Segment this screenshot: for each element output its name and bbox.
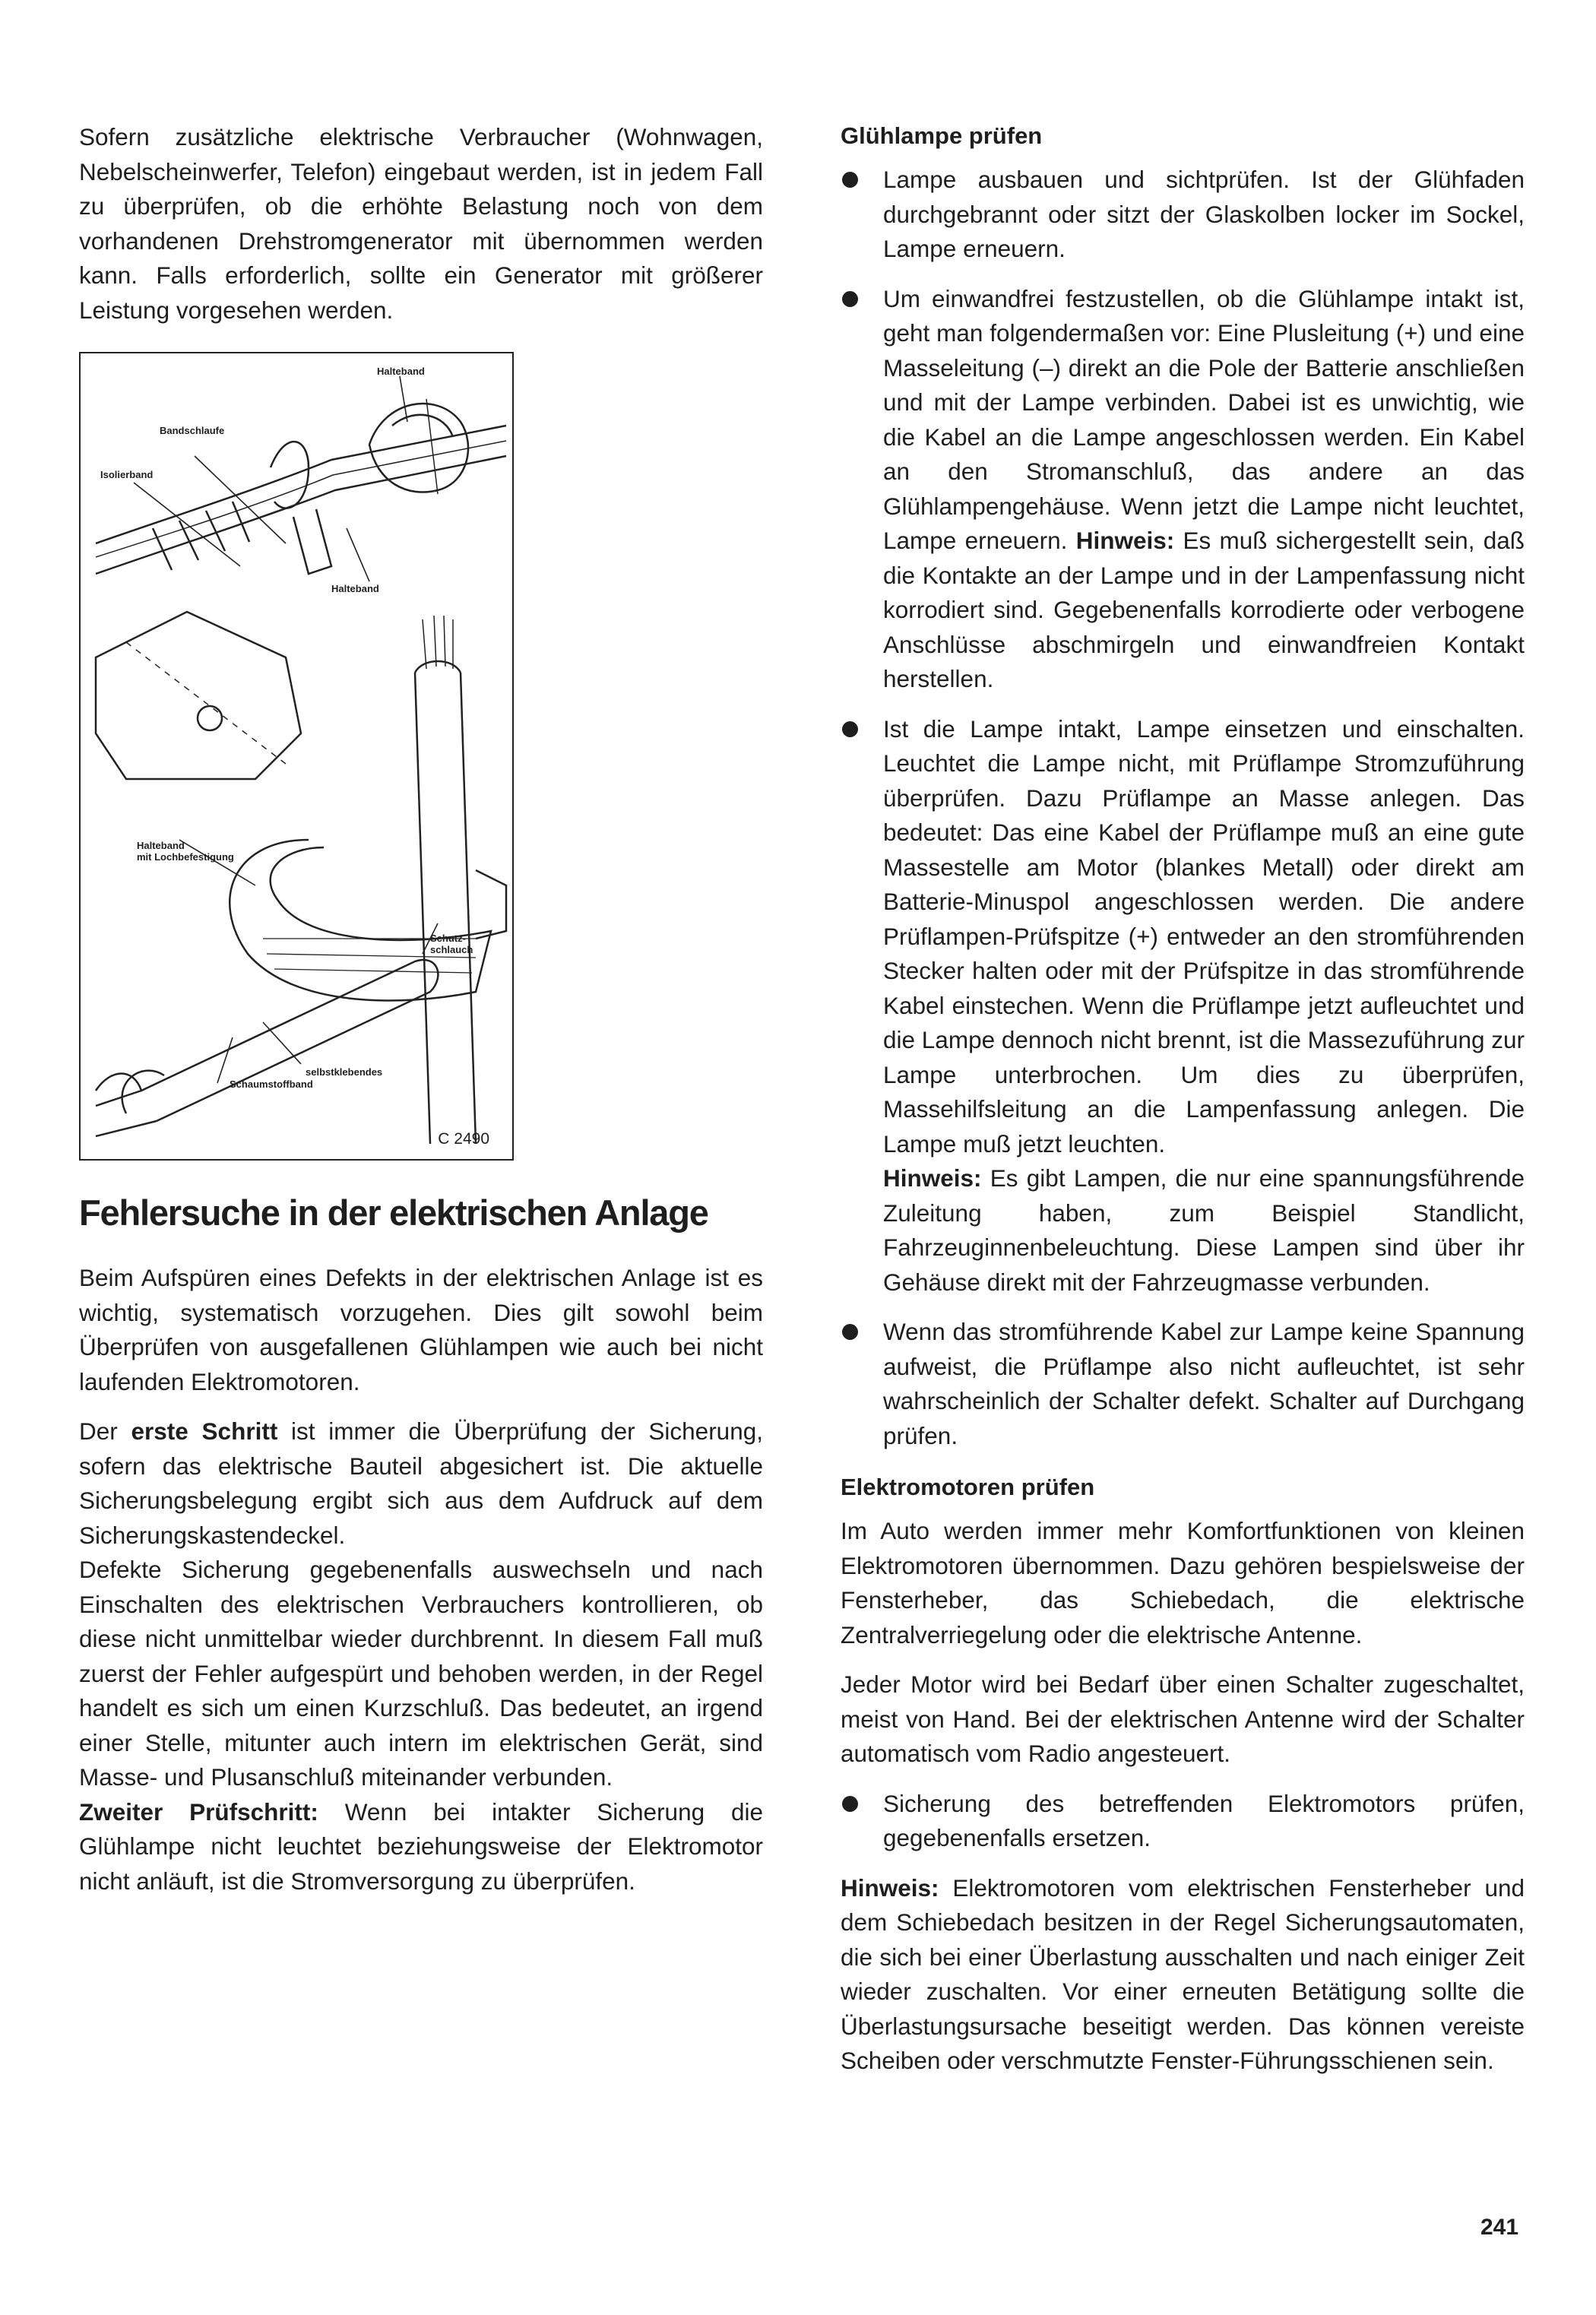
left-column xyxy=(79,120,763,1899)
page-number: 241 xyxy=(1480,2215,1519,2240)
bullet-lamp-check-supply: Ist die Lampe intakt, Lampe einsetzen und einschalten. Leuchtet die Lampe nicht, mit Prüflampe Stromzuführung überprüfen. Dazu Prüflampe an Masse anlegen. Das bedeutet: Das eine Kabel der Prüflampe muß an eine gute Massestelle am Motor (blankes Metall) oder direkt am Batterie-Minuspol angeschlossen werden. Die andere Prüflampen-Prüfspitze (+) entweder an den stromführenden Stecker halten oder mit der Prüfspitze in das stromführende Kabel einstechen. Wenn die Prüflampe jetzt aufleuchtet und die Lampe dennoch nicht brennt, ist die Massezuführung zur Lampe unterbrochen. Um dies zu überprüfen, Massehilfsleitung an die Lampenfassung anlegen. Die Lampe muß jetzt leuchten. Hinweis: Es gibt Lampen, die nur eine spannungsführende Zuleitung haben, zum Beispiel Standlicht, Fahrzeuginnenbeleuchtung. Diese Lampen sind über ihr Gehäuse direkt mit der Fahrzeugmasse verbunden. xyxy=(841,712,1525,1300)
bullet-motor-fuse: Sicherung des betreffenden Elektromotors prüfen, gegebenenfalls ersetzen. xyxy=(841,1787,1525,1856)
label-isolierband: Isolierband xyxy=(100,469,154,480)
heading-gluehlampe: Glühlampe prüfen xyxy=(841,122,1043,149)
right-column xyxy=(841,120,1525,2079)
figure-code: C 2490 xyxy=(438,1130,489,1148)
paragraph-systematic: Beim Aufspüren eines Defekts in der elektrischen Anlage ist es wichtig, systematisch vorzugehen. Dies gilt sowohl beim Überprüfen von ausgefallenen Glühlampen wie auch bei nicht laufenden Elektromotoren. xyxy=(79,1264,763,1395)
wiring-illustration xyxy=(79,352,514,1161)
bullet-switch-defect: Wenn das stromführende Kabel zur Lampe keine Spannung aufweist, die Prüflampe also nicht aufleuchtet, ist sehr wahrscheinlich der Schalter defekt. Schalter auf Durchgang prüfen. xyxy=(841,1315,1525,1453)
bullet-lamp-inspect: Lampe ausbauen und sichtprüfen. Ist der Glühfaden durchgebrannt oder sitzt der Glaskolben locker im Sockel, Lampe erneuern. xyxy=(841,163,1525,267)
label-halteband-top: Halteband xyxy=(377,366,425,377)
label-halteband-lochbefestigung: Halteband mit Lochbefestigung xyxy=(137,840,234,863)
label-selbstklebendes: selbstklebendes xyxy=(306,1066,383,1078)
paragraph-motor-note: Hinweis: Elektromotoren vom elektrischen Fensterheber und dem Schiebedach besitzen in der Regel Sicherungsautomaten, die sich bei einer Überlastung ausschalten und nach einiger Zeit wieder zuschalten. Vor einer erneuten Betätigung sollte die Überlastungsursache beseitigt werden. Das können vereiste Scheiben oder verschmutzte Fenster-Führungsschienen sein. xyxy=(841,1873,1525,2074)
paragraph-fuse-replace: Defekte Sicherung gegebenenfalls auswechseln und nach Einschalten des elektrischen Verbrauchers kontrollieren, ob diese nicht unmittelbar wieder durchbrennt. In diesem Fall muß zuerst der Fehler aufgespürt und behoben werden, in der Regel handelt es sich um einen Kurzschluß. Das bedeutet, an irgend einer Stelle, mitunter auch intern im elektrischen Gerät, sind Masse- und Plusanschluß miteinander verbunden. xyxy=(79,1556,763,1791)
intro-paragraph: Sofern zusätzliche elektrische Verbraucher (Wohnwagen, Nebelscheinwerfer, Telefon) eingebaut werden, ist in jedem Fall zu überprüfen, ob die erhöhte Belastung noch von dem vorhandenen Drehstromgenerator mit übernommen werden kann. Falls erforderlich, sollte ein Generator mit größerer Leistung vorgesehen werden. xyxy=(79,123,763,324)
paragraph-motors-switch: Jeder Motor wird bei Bedarf über einen Schalter zugeschaltet, meist von Hand. Bei der elektrischen Antenne wird der Schalter automatisch vom Radio angesteuert. xyxy=(841,1671,1525,1767)
label-schaumstoffband: Schaumstoffband xyxy=(230,1078,313,1090)
paragraph-second-step: Zweiter Prüfschritt: Wenn bei intakter Sicherung die Glühlampe nicht leuchtet beziehungsweise der Elektromotor nicht anläuft, ist die Stromversorgung zu überprüfen. xyxy=(79,1797,763,1895)
heading-elektromotoren: Elektromotoren prüfen xyxy=(841,1474,1095,1500)
label-halteband-mid: Halteband xyxy=(331,583,379,594)
paragraph-first-step: Der erste Schritt ist immer die Überprüfung der Sicherung, sofern das elektrische Bauteil abgesichert ist. Die aktuelle Sicherungsbelegung ergibt sich aus dem Aufdruck auf dem Sicherungskastendeckel. xyxy=(79,1417,763,1549)
paragraph-motors-intro: Im Auto werden immer mehr Komfortfunktionen von kleinen Elektromotoren übernommen. Dazu gehören bespielsweise der Fensterheber, das Schiebedach, die elektrische Zentralverriegelung oder die elektrische Antenne. xyxy=(841,1517,1525,1648)
section-heading: Fehlersuche in der elektrischen Anlage xyxy=(79,1192,708,1233)
bullet-lamp-test: Um einwandfrei festzustellen, ob die Glühlampe intakt ist, geht man folgendermaßen vor: Eine Plusleitung (+) und eine Masseleitung (–) direkt an die Pole der Batterie anschließen und mit der Lampe verbinden. Dabei ist es unwichtig, wie die Kabel an die Lampe angeschlossen werden. Ein Kabel an den Stromanschluß, das andere an das Glühlampengehäuse. Wenn jetzt die Lampe nicht leuchtet, Lampe erneuern. Hinweis: Es muß sichergestellt sein, daß die Kontakte an der Lampe und in der Lampenfassung nicht korrodiert sind. Gegebenenfalls korrodierte oder verbogene Anschlüsse abschmirgeln und einwandfreien Kontakt herstellen. xyxy=(841,282,1525,697)
label-bandschlaufe: Bandschlaufe xyxy=(160,425,225,436)
label-schutzschlauch: Schutz- schlauch xyxy=(430,933,473,955)
